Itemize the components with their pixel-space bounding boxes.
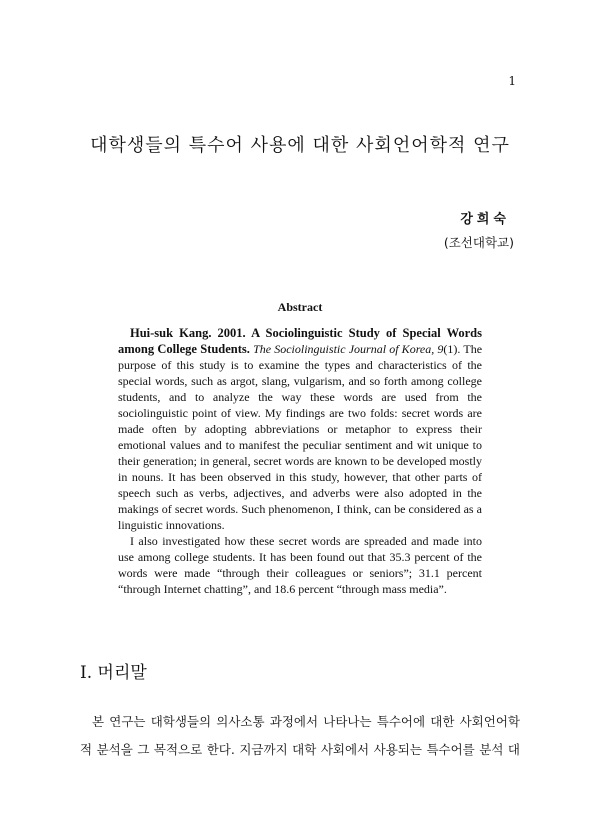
author-name: 강희숙 — [460, 212, 510, 227]
page-number: 1 — [508, 74, 516, 88]
journal-name: The Sociolinguistic Journal of Korea, 9 — [253, 342, 444, 356]
body-line-1: 본 연구는 대학생들의 의사소통 과정에서 나타나는 특수어에 대한 사회언어학 — [92, 714, 520, 729]
author-affiliation: (조선대학교) — [443, 235, 514, 250]
citation: Hui-suk Kang. 2001. A Sociolinguistic Study of Special Words among College Students. — [118, 326, 482, 356]
journal-issue: (1). — [443, 342, 461, 356]
abstract-paragraph-2: I also investigated how these secret words are spreaded and made into use among college students. It has been found out that 35.3 percent of the words were made “through their colleagues or seniors”; 31.1 percent “through Internet chatting”, and 18.6 percent “through mass media”. — [118, 534, 482, 596]
abstract-body — [118, 325, 482, 597]
abstract-heading: Abstract — [277, 300, 323, 314]
paper-title: 대학생들의 특수어 사용에 대한 사회언어학적 연구 — [90, 135, 510, 156]
abstract-text-1: The purpose of this study is to examine the types and characteristics of the special words, such as argot, slang, vulgarism, and so forth among college students, and to analyze the way these words are used from the sociolinguistic point of view. My findings are two folds: secret words are made often by adopting abbreviations or metaphor to express their emotional values and to manifest the peculiar sentiment and wit unique to their generation; in general, secret words are known to be developed mostly in nouns. It has been observed in this study, however, that other parts of speech such as verbs, adjectives, and adverbs were also adopted in the makings of secret words. Such phenomenon, I think, can be considered as a linguistic innovations. — [118, 342, 483, 532]
body-line-2: 적 분석을 그 목적으로 한다. 지금까지 대학 사회에서 사용되는 특수어를 분석 대 — [80, 742, 520, 757]
abstract-paragraph-1 — [118, 325, 482, 533]
section-heading: I. 머리말 — [80, 663, 147, 683]
body-text — [80, 708, 520, 764]
